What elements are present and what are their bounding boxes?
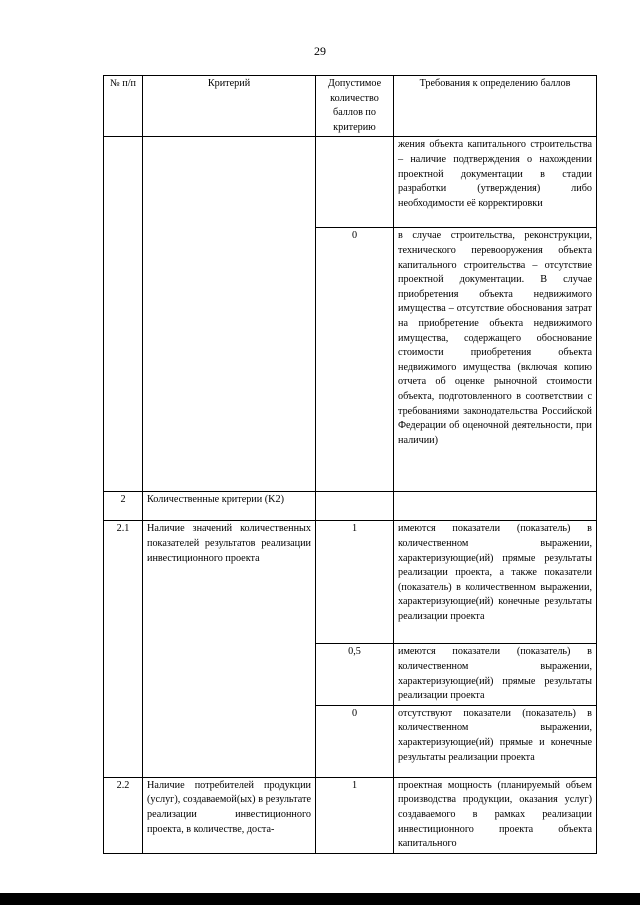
row-score: 1 [316,777,394,853]
table-row [104,777,597,853]
row-requirements: имеются показатели (показатель) в количественном выражении, характеризующие(ий) прямые результаты реализации проекта, а также показатели (показатель) в количественном выражении, характеризующие(ий) конечные результаты реализации проекта [394,521,597,644]
table-row [104,492,597,521]
row-criterion [143,492,316,521]
row-requirements: имеются показатели (показатель) в количественном выражении, характеризующие(ий) прямые результаты реализации проекта [394,644,597,705]
row-requirements [394,492,597,521]
table-header-row [104,76,597,137]
row-score [316,137,394,228]
row-num: 2.2 [104,777,143,853]
header-criterion: Критерий [143,76,316,137]
criteria-table [103,75,597,854]
page-number: 29 [314,44,326,58]
row-score: 0 [316,705,394,777]
criterion-text: Количественные критерии (K2) [147,494,284,506]
header-score: Допустимое количество баллов по критерию [316,76,394,137]
row-num: 2.1 [104,521,143,777]
row-criterion [143,777,316,853]
table-row [104,137,597,228]
header-num: № п/п [104,76,143,137]
scan-border-bar [0,893,640,905]
row-score [316,492,394,521]
row-criterion [143,521,316,777]
row-requirements: жения объекта капитального строительства – наличие подтверждения о нахождении проектной документации в стадии разработки (утверждения) либо необходимости её корректировки [394,137,597,228]
row-requirements: проектная мощность (планируемый объем производства продукции, оказания услуг) создаваемого в рамках реализации инвестиционного проекта объекта капитального [394,777,597,853]
row-num: 2 [104,492,143,521]
row-score: 0 [316,228,394,492]
row-requirements: в случае строительства, реконструкции, технического перевооружения объекта капитального строительства – отсутствие проектной документации. В случае приобретения объекта недвижимого имущества – отсутствие обоснования затрат на приобретение объекта недвижимого имущества, содержащего обоснование стоимости приобретения объекта недвижимого имущества (включая копию отчета об оценке рыночной стоимости объекта, подготовленного в соответствии с требованиями законодательства Российской Федерации об оценочной деятельности, при наличии) [394,228,597,492]
criterion-text: Наличие потребителей продукции (услуг), создаваемой(ых) в результате реализации инвестиционного проекта, в количестве, доста- [147,779,311,835]
row-requirements: отсутствуют показатели (показатель) в количественном выражении, характеризующие(ий) прямые и конечные результаты реализации проекта [394,705,597,777]
row-num [104,137,143,492]
header-requirements: Требования к определению баллов [394,76,597,137]
criterion-text: Наличие значений количественных показателей результатов реализации инвестиционного проекта [147,523,311,564]
table-row [104,521,597,644]
row-criterion [143,137,316,492]
row-score: 0,5 [316,644,394,705]
row-score: 1 [316,521,394,644]
